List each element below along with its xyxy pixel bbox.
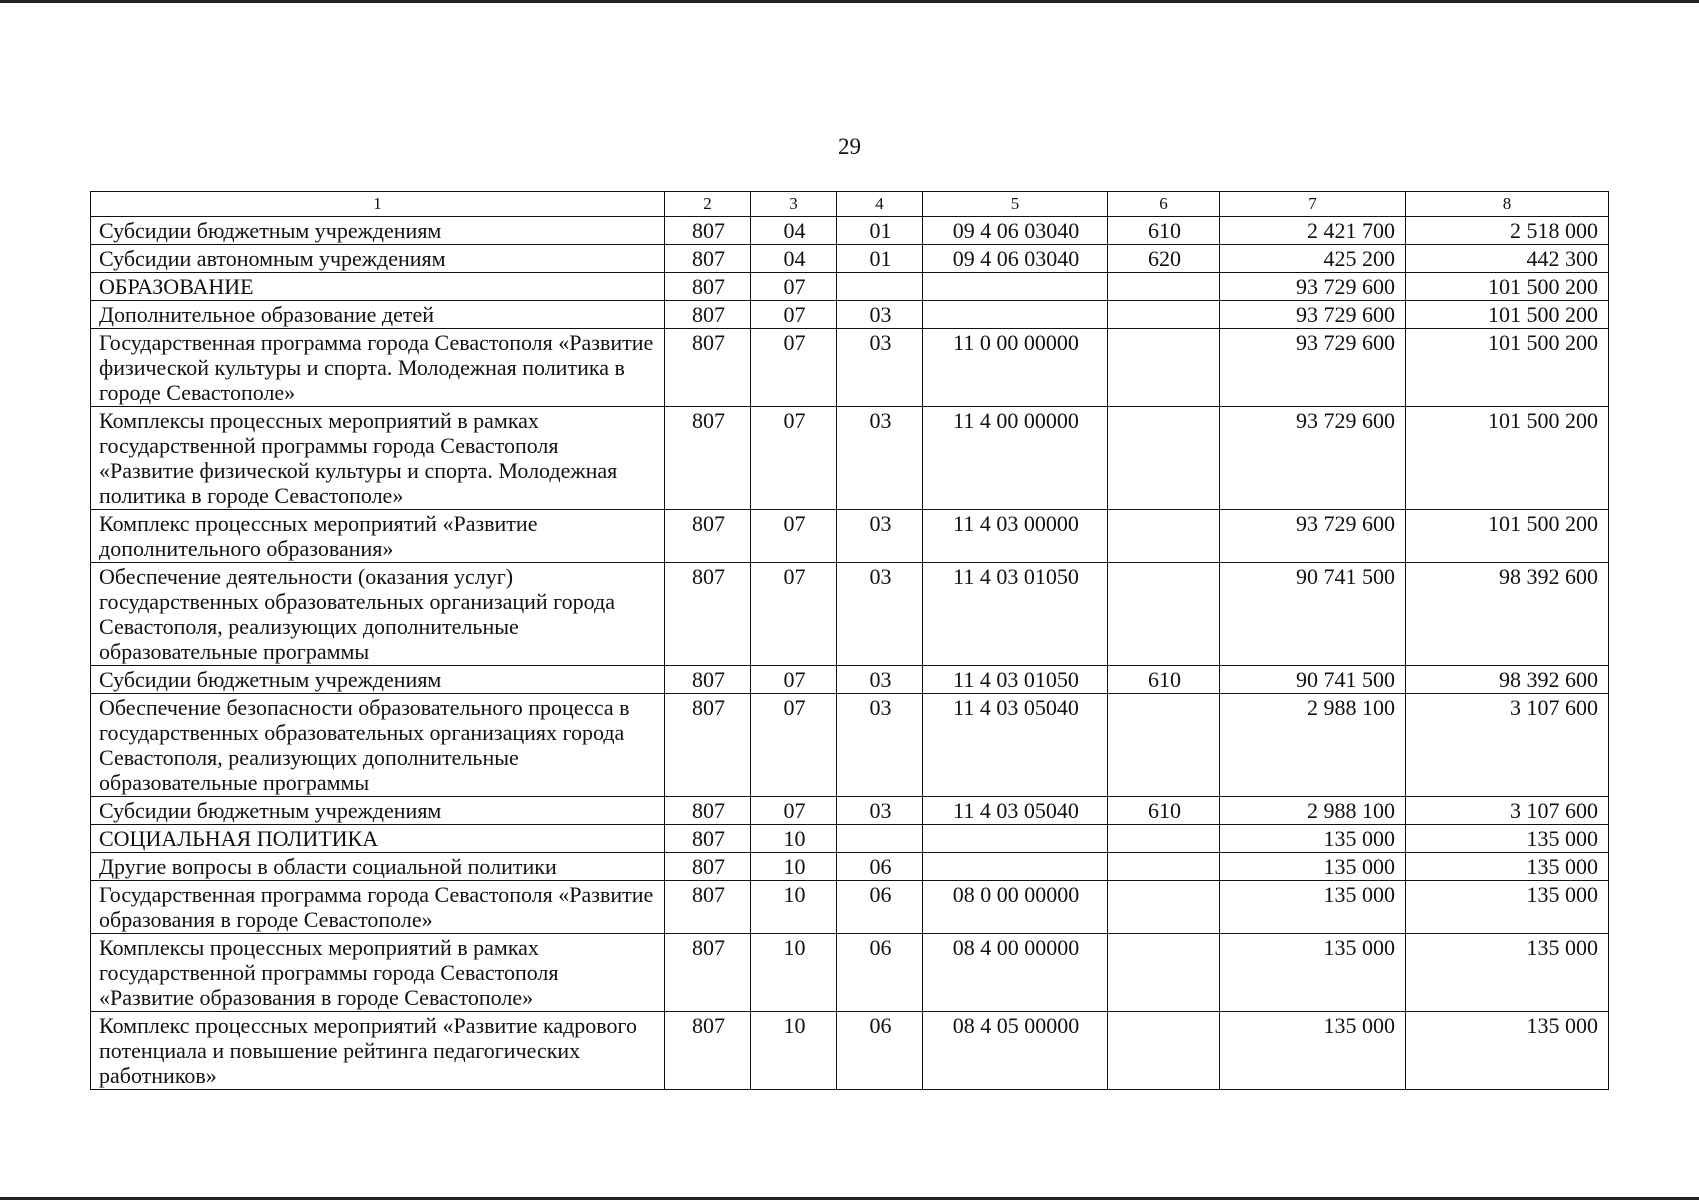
table-row — [91, 301, 1609, 329]
cell-amount-year-2: 135 000 — [1406, 825, 1609, 853]
cell-amount-year-2: 442 300 — [1406, 245, 1609, 273]
cell-name: Комплекс процессных мероприятий «Развитие кадрового потенциала и повышение рейтинга педагогических работников» — [91, 1012, 665, 1090]
cell-amount-year-1: 93 729 600 — [1220, 329, 1406, 407]
cell-amount-year-2: 101 500 200 — [1406, 329, 1609, 407]
table-row — [91, 797, 1609, 825]
header-col-6: 6 — [1108, 192, 1220, 217]
cell-target-article: 11 4 03 00000 — [923, 510, 1108, 563]
table-row — [91, 825, 1609, 853]
cell-target-article: 11 4 00 00000 — [923, 407, 1108, 510]
cell-name: Субсидии автономным учреждениям — [91, 245, 665, 273]
cell-amount-year-1: 2 421 700 — [1220, 217, 1406, 245]
cell-amount-year-2: 101 500 200 — [1406, 510, 1609, 563]
cell-expense-type — [1108, 407, 1220, 510]
cell-amount-year-1: 90 741 500 — [1220, 666, 1406, 694]
cell-subsection: 06 — [837, 881, 923, 934]
cell-section: 07 — [751, 329, 837, 407]
cell-section: 07 — [751, 301, 837, 329]
cell-target-article: 09 4 06 03040 — [923, 245, 1108, 273]
cell-name: Комплексы процессных мероприятий в рамках государственной программы города Севастополя «Развитие образования в городе Севастополе» — [91, 934, 665, 1012]
cell-subsection: 03 — [837, 329, 923, 407]
cell-target-article — [923, 273, 1108, 301]
cell-subsection: 01 — [837, 245, 923, 273]
cell-expense-type — [1108, 825, 1220, 853]
table-row — [91, 245, 1609, 273]
cell-section: 10 — [751, 1012, 837, 1090]
cell-name: Дополнительное образование детей — [91, 301, 665, 329]
cell-amount-year-2: 3 107 600 — [1406, 694, 1609, 797]
cell-expense-type — [1108, 881, 1220, 934]
cell-amount-year-1: 425 200 — [1220, 245, 1406, 273]
cell-amount-year-2: 135 000 — [1406, 1012, 1609, 1090]
cell-name: Субсидии бюджетным учреждениям — [91, 217, 665, 245]
cell-section: 10 — [751, 881, 837, 934]
cell-amount-year-1: 2 988 100 — [1220, 694, 1406, 797]
header-col-3: 3 — [751, 192, 837, 217]
cell-expense-type: 620 — [1108, 245, 1220, 273]
cell-expense-type: 610 — [1108, 217, 1220, 245]
cell-name: ОБРАЗОВАНИЕ — [91, 273, 665, 301]
header-col-7: 7 — [1220, 192, 1406, 217]
cell-subsection: 06 — [837, 934, 923, 1012]
table-row — [91, 329, 1609, 407]
cell-amount-year-2: 101 500 200 — [1406, 407, 1609, 510]
cell-subsection: 03 — [837, 694, 923, 797]
cell-amount-year-2: 98 392 600 — [1406, 666, 1609, 694]
cell-ministry-code: 807 — [665, 1012, 751, 1090]
cell-expense-type — [1108, 510, 1220, 563]
cell-target-article: 11 4 03 05040 — [923, 797, 1108, 825]
cell-expense-type: 610 — [1108, 797, 1220, 825]
cell-target-article — [923, 301, 1108, 329]
cell-amount-year-2: 98 392 600 — [1406, 563, 1609, 666]
cell-target-article: 11 4 03 05040 — [923, 694, 1108, 797]
table-row — [91, 694, 1609, 797]
cell-target-article: 11 0 00 00000 — [923, 329, 1108, 407]
table-row — [91, 881, 1609, 934]
cell-subsection — [837, 825, 923, 853]
cell-name: Другие вопросы в области социальной политики — [91, 853, 665, 881]
header-col-4: 4 — [837, 192, 923, 217]
cell-expense-type — [1108, 694, 1220, 797]
cell-section: 10 — [751, 853, 837, 881]
cell-name: Обеспечение деятельности (оказания услуг) государственных образовательных организаций города Севастополя, реализующих дополнительные образовательные программы — [91, 563, 665, 666]
cell-section: 07 — [751, 273, 837, 301]
cell-ministry-code: 807 — [665, 510, 751, 563]
cell-amount-year-1: 135 000 — [1220, 1012, 1406, 1090]
cell-expense-type — [1108, 563, 1220, 666]
cell-expense-type — [1108, 301, 1220, 329]
table-body — [91, 217, 1609, 1090]
cell-expense-type — [1108, 1012, 1220, 1090]
cell-ministry-code: 807 — [665, 934, 751, 1012]
cell-subsection: 03 — [837, 510, 923, 563]
cell-amount-year-1: 93 729 600 — [1220, 510, 1406, 563]
table-row — [91, 853, 1609, 881]
cell-section: 07 — [751, 797, 837, 825]
table-row — [91, 666, 1609, 694]
cell-section: 10 — [751, 825, 837, 853]
cell-name: Государственная программа города Севастополя «Развитие физической культуры и спорта. Молодежная политика в городе Севастополе» — [91, 329, 665, 407]
table-row — [91, 1012, 1609, 1090]
cell-amount-year-1: 93 729 600 — [1220, 301, 1406, 329]
cell-name: Комплексы процессных мероприятий в рамках государственной программы города Севастополя «Развитие физической культуры и спорта. Молодежная политика в городе Севастополе» — [91, 407, 665, 510]
cell-amount-year-1: 93 729 600 — [1220, 407, 1406, 510]
cell-amount-year-2: 101 500 200 — [1406, 273, 1609, 301]
cell-amount-year-1: 135 000 — [1220, 881, 1406, 934]
cell-ministry-code: 807 — [665, 797, 751, 825]
cell-amount-year-1: 135 000 — [1220, 853, 1406, 881]
cell-section: 07 — [751, 666, 837, 694]
cell-section: 04 — [751, 217, 837, 245]
cell-ministry-code: 807 — [665, 329, 751, 407]
cell-ministry-code: 807 — [665, 881, 751, 934]
cell-subsection: 03 — [837, 563, 923, 666]
cell-section: 07 — [751, 407, 837, 510]
cell-subsection: 03 — [837, 797, 923, 825]
cell-target-article: 11 4 03 01050 — [923, 563, 1108, 666]
cell-amount-year-1: 135 000 — [1220, 825, 1406, 853]
cell-expense-type — [1108, 329, 1220, 407]
cell-expense-type: 610 — [1108, 666, 1220, 694]
cell-subsection: 03 — [837, 407, 923, 510]
cell-ministry-code: 807 — [665, 301, 751, 329]
cell-target-article: 08 4 05 00000 — [923, 1012, 1108, 1090]
cell-target-article: 11 4 03 01050 — [923, 666, 1108, 694]
cell-subsection: 06 — [837, 853, 923, 881]
table-row — [91, 407, 1609, 510]
cell-ministry-code: 807 — [665, 825, 751, 853]
cell-ministry-code: 807 — [665, 273, 751, 301]
cell-subsection — [837, 273, 923, 301]
cell-amount-year-1: 135 000 — [1220, 934, 1406, 1012]
cell-target-article: 08 0 00 00000 — [923, 881, 1108, 934]
cell-ministry-code: 807 — [665, 245, 751, 273]
page-top-edge — [0, 0, 1699, 3]
cell-target-article: 09 4 06 03040 — [923, 217, 1108, 245]
cell-section: 04 — [751, 245, 837, 273]
cell-expense-type — [1108, 853, 1220, 881]
header-row — [91, 192, 1609, 217]
cell-section: 07 — [751, 694, 837, 797]
table-row — [91, 510, 1609, 563]
cell-expense-type — [1108, 934, 1220, 1012]
page-number: 29 — [838, 134, 861, 159]
cell-expense-type — [1108, 273, 1220, 301]
budget-table-container — [90, 191, 1608, 1090]
cell-subsection: 01 — [837, 217, 923, 245]
cell-amount-year-2: 135 000 — [1406, 853, 1609, 881]
cell-name: Государственная программа города Севастополя «Развитие образования в городе Севастополе» — [91, 881, 665, 934]
cell-amount-year-2: 101 500 200 — [1406, 301, 1609, 329]
cell-section: 07 — [751, 510, 837, 563]
cell-amount-year-2: 135 000 — [1406, 881, 1609, 934]
cell-subsection: 06 — [837, 1012, 923, 1090]
cell-amount-year-1: 93 729 600 — [1220, 273, 1406, 301]
cell-section: 07 — [751, 563, 837, 666]
cell-name: Обеспечение безопасности образовательного процесса в государственных образовательных организациях города Севастополя, реализующих дополнительные образовательные программы — [91, 694, 665, 797]
table-row — [91, 934, 1609, 1012]
cell-ministry-code: 807 — [665, 666, 751, 694]
cell-ministry-code: 807 — [665, 563, 751, 666]
cell-ministry-code: 807 — [665, 694, 751, 797]
cell-target-article — [923, 853, 1108, 881]
cell-amount-year-1: 2 988 100 — [1220, 797, 1406, 825]
cell-amount-year-2: 3 107 600 — [1406, 797, 1609, 825]
table-row — [91, 217, 1609, 245]
cell-ministry-code: 807 — [665, 217, 751, 245]
cell-name: Комплекс процессных мероприятий «Развитие дополнительного образования» — [91, 510, 665, 563]
cell-section: 10 — [751, 934, 837, 1012]
table-row — [91, 563, 1609, 666]
budget-table — [90, 191, 1609, 1090]
cell-name: Субсидии бюджетным учреждениям — [91, 666, 665, 694]
cell-subsection: 03 — [837, 666, 923, 694]
cell-name: Субсидии бюджетным учреждениям — [91, 797, 665, 825]
header-col-2: 2 — [665, 192, 751, 217]
table-row — [91, 273, 1609, 301]
header-col-8: 8 — [1406, 192, 1609, 217]
cell-amount-year-2: 2 518 000 — [1406, 217, 1609, 245]
cell-amount-year-2: 135 000 — [1406, 934, 1609, 1012]
header-col-1: 1 — [91, 192, 665, 217]
cell-subsection: 03 — [837, 301, 923, 329]
header-col-5: 5 — [923, 192, 1108, 217]
cell-name: СОЦИАЛЬНАЯ ПОЛИТИКА — [91, 825, 665, 853]
cell-ministry-code: 807 — [665, 853, 751, 881]
cell-target-article — [923, 825, 1108, 853]
cell-ministry-code: 807 — [665, 407, 751, 510]
cell-target-article: 08 4 00 00000 — [923, 934, 1108, 1012]
cell-amount-year-1: 90 741 500 — [1220, 563, 1406, 666]
